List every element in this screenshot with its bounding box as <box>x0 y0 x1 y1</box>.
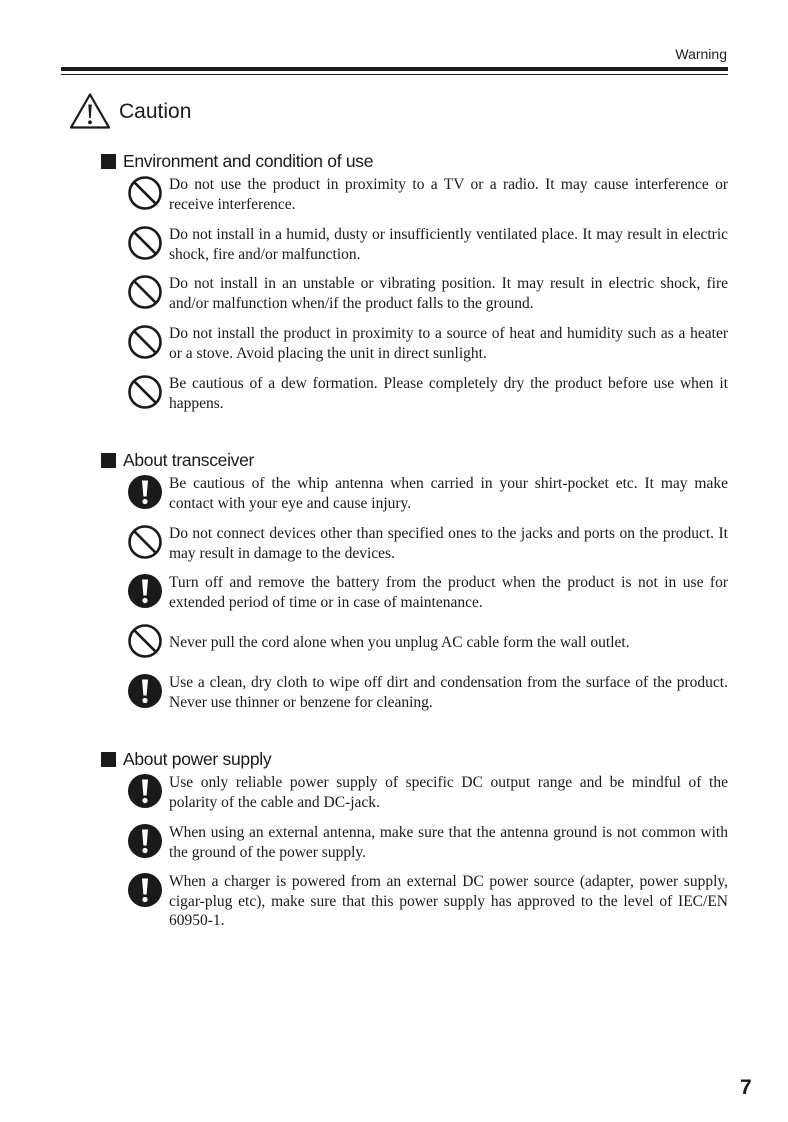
prohibited-icon <box>127 175 163 211</box>
prohibited-icon <box>127 374 163 410</box>
prohibited-icon <box>127 524 163 560</box>
warning-triangle-icon <box>69 92 111 130</box>
section-heading <box>101 748 728 770</box>
header-rule-thin <box>61 74 728 75</box>
caution-item-text: When a charger is powered from an external DC power source (adapter, power supply, cigar-plug etc), make sure that this power supply has approved to the level of IEC/EN 60950-1. <box>169 873 728 929</box>
section-title: Environment and condition of use <box>123 150 374 171</box>
caution-item-text: Do not use the product in proximity to a TV or a radio. It may cause interference or receive interference. <box>169 176 728 213</box>
section-transceiver <box>101 449 728 711</box>
caution-item <box>127 823 728 865</box>
caution-item <box>127 524 728 566</box>
caution-item-text: Use a clean, dry cloth to wipe off dirt and condensation from the surface of the product. Never use thinner or benzene for cleaning. <box>169 674 728 711</box>
caution-item <box>127 175 728 217</box>
caution-item-text: Do not install in an unstable or vibrating position. It may result in electric shock, fire and/or malfunction when/if the product falls to the ground. <box>169 275 728 312</box>
caution-item-text: Use only reliable power supply of specific DC output range and be mindful of the polarity of the cable and DC-jack. <box>169 774 728 811</box>
prohibited-icon <box>127 274 163 310</box>
prohibited-icon <box>127 623 163 659</box>
section-title: About power supply <box>123 748 272 769</box>
mandatory-icon <box>127 823 163 859</box>
caution-heading <box>69 92 191 130</box>
mandatory-icon <box>127 573 163 609</box>
mandatory-icon <box>127 872 163 908</box>
prohibited-icon <box>127 225 163 261</box>
square-bullet-icon <box>101 453 116 468</box>
header-rule-thick <box>61 67 728 71</box>
caution-item-text: Do not install the product in proximity to a source of heat and humidity such as a heater or a stove. Avoid placing the unit in direct sunlight. <box>169 325 728 362</box>
caution-title: Caution <box>119 100 192 123</box>
square-bullet-icon <box>101 752 116 767</box>
caution-item-text: Do not install in a humid, dusty or insufficiently ventilated place. It may result in electric shock, fire and/or malfunction. <box>169 226 728 263</box>
caution-item <box>127 474 728 516</box>
square-bullet-icon <box>101 154 116 169</box>
caution-item <box>127 623 728 665</box>
section-power-supply <box>101 748 728 929</box>
caution-item <box>127 374 728 416</box>
section-title: About transceiver <box>123 449 255 470</box>
caution-item-text: Be cautious of a dew formation. Please completely dry the product before use when it happens. <box>169 375 728 412</box>
caution-item-text: When using an external antenna, make sure that the antenna ground is not common with the ground of the power supply. <box>169 824 728 861</box>
caution-item-text: Do not connect devices other than specified ones to the jacks and ports on the product. It may result in damage to the devices. <box>169 525 728 562</box>
running-header: Warning <box>675 46 727 62</box>
section-heading <box>101 449 728 471</box>
caution-item <box>127 324 728 366</box>
caution-item <box>127 773 728 815</box>
mandatory-icon <box>127 773 163 809</box>
section-environment <box>101 150 728 412</box>
prohibited-icon <box>127 324 163 360</box>
mandatory-icon <box>127 474 163 510</box>
caution-item <box>127 225 728 267</box>
mandatory-icon <box>127 673 163 709</box>
caution-item <box>127 573 728 615</box>
caution-item <box>127 274 728 316</box>
caution-item-text: Turn off and remove the battery from the product when the product is not in use for extended period of time or in case of maintenance. <box>169 574 728 611</box>
caution-item <box>127 872 728 934</box>
caution-item <box>127 673 728 715</box>
section-heading <box>101 150 728 172</box>
caution-item-text: Never pull the cord alone when you unplug AC cable form the wall outlet. <box>169 634 630 651</box>
page-number: 7 <box>740 1076 752 1099</box>
caution-item-text: Be cautious of the whip antenna when carried in your shirt-pocket etc. It may make contact with your eye and cause injury. <box>169 475 728 512</box>
